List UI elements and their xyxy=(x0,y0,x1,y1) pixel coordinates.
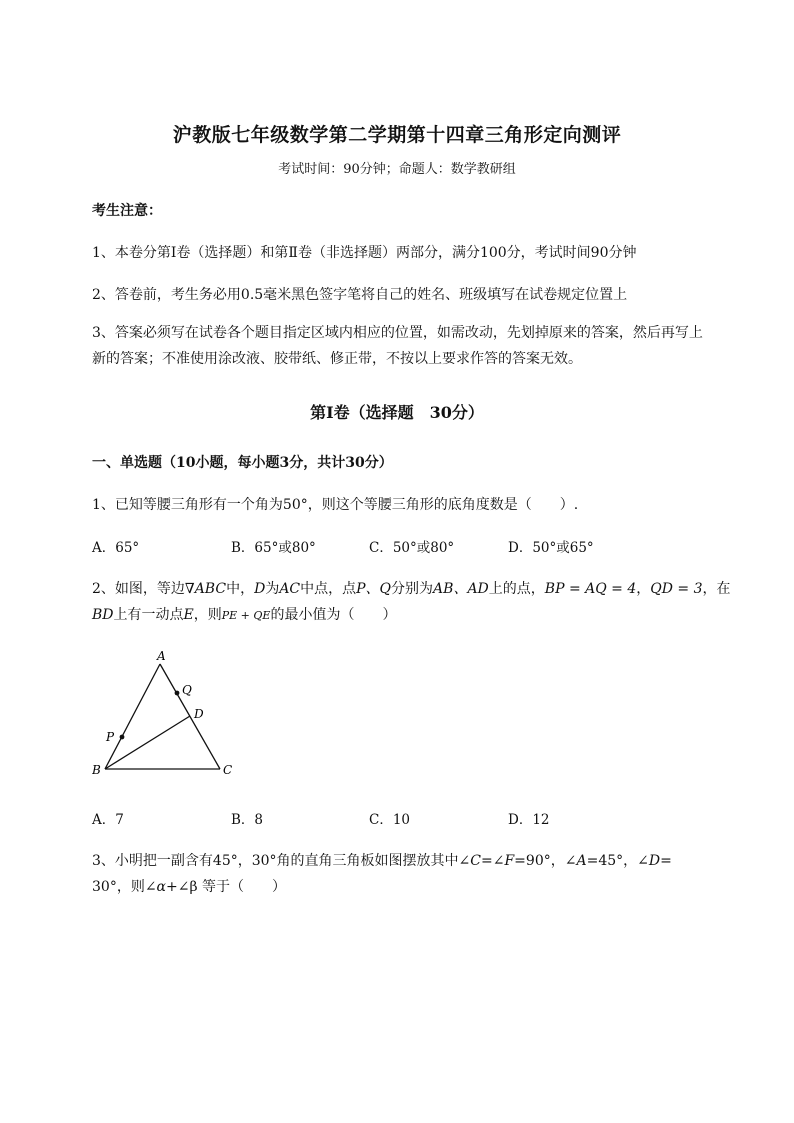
segment-bd xyxy=(105,716,190,769)
q3-text: 45°， xyxy=(598,853,638,869)
q2-math: QD = 3 xyxy=(650,581,703,597)
label-b: B xyxy=(92,763,101,777)
q3-math: ∠C=∠F= xyxy=(458,853,526,869)
label-p: P xyxy=(106,730,115,744)
q1-stem: 1、已知等腰三角形有一个角为50°，则这个等腰三角形的底角度数是（ ）. xyxy=(92,497,579,513)
triangle-figure xyxy=(92,645,252,785)
q2-option-c: C．10 xyxy=(369,812,411,828)
q3-math: ∠D= xyxy=(637,853,672,869)
q2-text: 上有一动点 xyxy=(113,607,184,623)
notice-item-3: 3、答案必须写在试卷各个题目指定区域内相应的位置，如需改动，先划掉原来的答案，然后再写上新的答案；不准使用涂改液、胶带纸、修正带，不按以上要求作答的答案无效。 xyxy=(92,325,703,367)
exam-subtitle: 考试时间：90分钟；命题人：数学教研组 xyxy=(278,162,516,177)
q3-text: 90°， xyxy=(525,853,565,869)
q3-text: +∠β 等于（ ） xyxy=(166,879,287,895)
q2-math: D xyxy=(254,581,266,597)
label-c: C xyxy=(223,763,233,777)
q2-stem-line2 xyxy=(92,604,396,624)
q2-text: 2、如图，等边 xyxy=(92,581,185,597)
q2-text: ， xyxy=(636,581,651,597)
q2-math: AC xyxy=(279,581,301,597)
q2-text: 上的点， xyxy=(488,581,545,597)
point-p-dot xyxy=(120,735,125,740)
q1-option-b: B．65°或80° xyxy=(231,540,316,556)
q2-option-a: A．7 xyxy=(92,812,124,828)
q1-option-d: D．50°或65° xyxy=(508,540,594,556)
q2-math: BP = AQ = 4 xyxy=(544,581,637,597)
q2-math: AB、AD xyxy=(433,581,489,597)
notice-heading: 考生注意： xyxy=(92,203,162,219)
label-d: D xyxy=(194,707,204,721)
q2-option-b: B．8 xyxy=(231,812,264,828)
exam-title: 沪教版七年级数学第二学期第十四章三角形定向测评 xyxy=(172,124,622,146)
part1-title: 第Ⅰ卷（选择题 30分） xyxy=(310,403,484,422)
edge-ab xyxy=(105,664,160,769)
q2-text: ，在 xyxy=(702,581,731,597)
q3-stem-line1 xyxy=(92,850,672,870)
section-heading: 一、单选题（10小题，每小题3分，共计30分） xyxy=(92,455,393,471)
q2-math: ∇ABC xyxy=(184,581,227,597)
q2-text: ，则 xyxy=(193,607,222,623)
notice-item-1: 1、本卷分第Ⅰ卷（选择题）和第Ⅱ卷（非选择题）两部分，满分100分，考试时间90分钟 xyxy=(92,245,637,261)
q2-option-d: D．12 xyxy=(508,812,550,828)
q1-option-c: C．50°或80° xyxy=(369,540,455,556)
q2-text: 分别为 xyxy=(391,581,434,597)
q2-text: 为 xyxy=(265,581,280,597)
q3-math: ∠A= xyxy=(564,853,599,869)
q3-text: 30°，则∠ xyxy=(92,879,157,895)
q1-option-a: A．65° xyxy=(92,540,140,556)
q2-math: P、Q xyxy=(356,581,392,597)
q3-stem-line2 xyxy=(92,876,286,896)
notice-item-2: 2、答卷前，考生务必用0.5毫米黑色签字笔将自己的姓名、班级填写在试卷规定位置上 xyxy=(92,287,628,303)
q2-text: 的最小值为（ ） xyxy=(270,607,397,623)
q2-math: PE + QE xyxy=(221,609,271,622)
point-q-dot xyxy=(175,691,180,696)
q2-math: BD xyxy=(92,607,114,623)
label-a: A xyxy=(157,649,166,663)
label-q: Q xyxy=(182,683,192,697)
q2-math: E xyxy=(183,607,194,623)
q3-math: α xyxy=(156,879,167,895)
q2-text: 中点，点 xyxy=(300,581,357,597)
q2-stem-line1 xyxy=(92,578,731,598)
q2-text: 中， xyxy=(226,581,255,597)
q3-text: 3、小明把一副含有45°，30°角的直角三角板如图摆放其中 xyxy=(92,853,459,869)
